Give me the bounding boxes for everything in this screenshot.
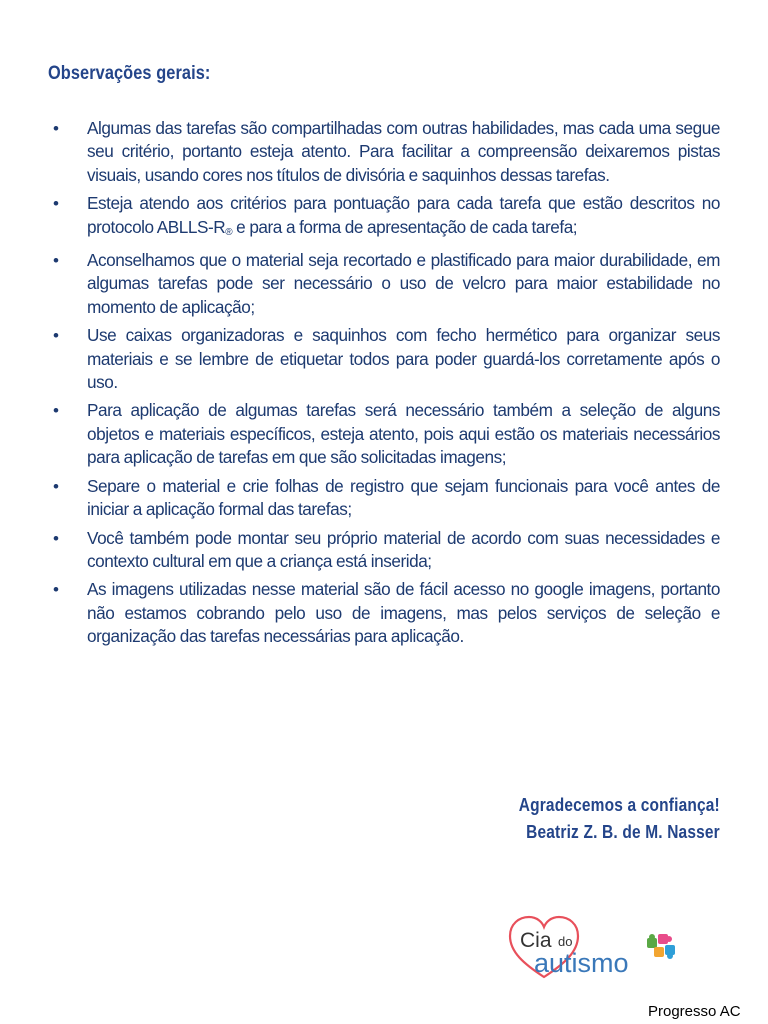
bullet: •: [53, 251, 59, 271]
list-item-text: Esteja atendo aos critérios para pontuação para cada tarefa que estão descritos no protocolo ABLLS-R: [87, 193, 720, 237]
observations-list: [48, 117, 720, 654]
puzzle-icon: [647, 934, 675, 959]
list-item-text-continued: e para a forma de apresentação de cada tarefa;: [232, 216, 578, 237]
page-title: Observações gerais:: [48, 63, 211, 84]
thanks-line: Agradecemos a confiança!: [518, 795, 720, 815]
list-item: [48, 578, 720, 648]
list-item: [48, 324, 720, 394]
list-item: [48, 527, 720, 574]
logo-word-cia: Cia: [520, 929, 552, 952]
list-item: [48, 117, 720, 187]
bullet: •: [53, 580, 59, 600]
list-item: [48, 249, 720, 319]
bullet: •: [53, 194, 59, 214]
bullet: •: [53, 401, 59, 421]
cia-do-autismo-logo: [508, 914, 688, 980]
list-item-text: Para aplicação de algumas tarefas será necessário também a seleção de alguns objetos e materiais específicos, esteja atento, pois aqui estão os materiais necessários para aplicação de tarefas em que são solicitadas imagens;: [87, 400, 720, 468]
registered-mark: ®: [225, 226, 233, 238]
list-item: [48, 475, 720, 522]
bullet: •: [53, 476, 59, 496]
list-item-text: Aconselhamos que o material seja recortado e plastificado para maior durabilidade, em algumas tarefas pode ser necessário o uso de velcro para maior estabilidade no momento de aplicação;: [87, 250, 720, 317]
logo-word-do: do: [558, 934, 573, 949]
footer-text: Progresso AC: [648, 1003, 741, 1020]
list-item-text: As imagens utilizadas nesse material são de fácil acesso no google imagens, portanto não estamos cobrando pelo uso de imagens, mas pelos serviços de seleção e organização das tarefas necessárias para aplicação.: [87, 579, 720, 647]
list-item-text: Use caixas organizadoras e saquinhos com fecho hermético para organizar seus materiais e se lembre de etiquetar todos para poder guardá-los corretamente após o uso.: [87, 325, 720, 393]
list-item-text: Separe o material e crie folhas de registro que sejam funcionais para você antes de iniciar a aplicação formal das tarefas;: [87, 475, 720, 520]
bullet: •: [53, 119, 59, 138]
list-item-text: Algumas das tarefas são compartilhadas com outras habilidades, mas cada uma segue seu critério, portanto esteja atento. Para facilitar a compreensão deixaremos pistas visuais, usando cores nos títulos de divisória e saquinhos dessas tarefas.: [87, 118, 720, 185]
closing-block: [486, 792, 720, 846]
list-item: [48, 399, 720, 469]
signature-line: Beatriz Z. B. de M. Nasser: [526, 822, 720, 842]
bullet: •: [53, 528, 59, 548]
list-item: [48, 192, 720, 244]
bullet: •: [53, 326, 59, 346]
list-item-text: Você também pode montar seu próprio material de acordo com suas necessidades e contexto cultural em que a criança está inserida;: [87, 527, 720, 571]
logo-word-autismo: autismo: [534, 948, 629, 978]
